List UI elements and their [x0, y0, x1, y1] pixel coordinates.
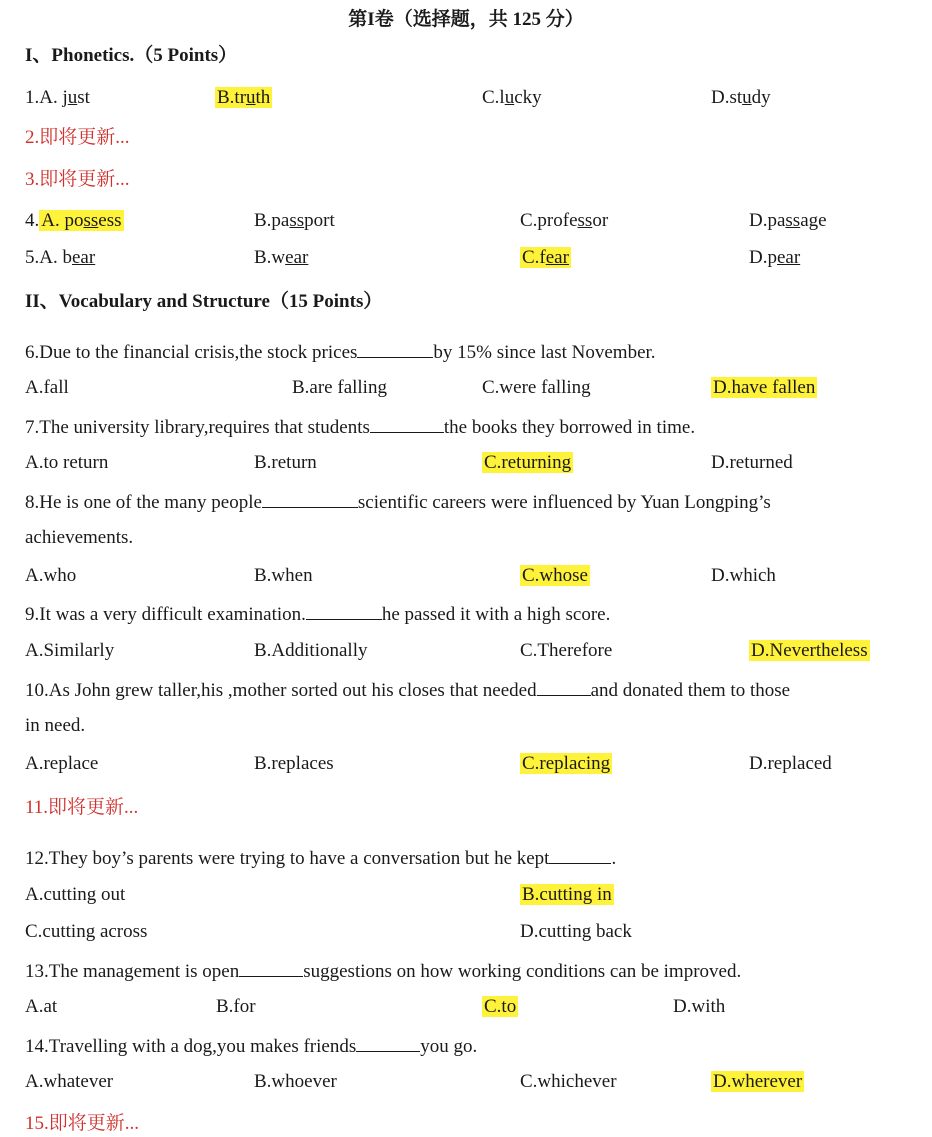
q12-blank — [549, 845, 611, 864]
q10-stem-cont: in need. — [25, 715, 86, 736]
q3-placeholder: 3.即将更新... — [25, 169, 130, 190]
q13-option-c: C.to — [484, 996, 517, 1017]
q7-option-c: C.returning — [484, 452, 572, 473]
q14-option-d: D.wherever — [713, 1071, 803, 1092]
q12-option-d: D.cutting back — [520, 921, 632, 942]
q12-option-c: C.cutting across — [25, 921, 148, 942]
q9-option-a: A.Similarly — [25, 640, 115, 661]
q6-option-b: B.are falling — [292, 377, 387, 398]
q14-option-b: B.whoever — [254, 1071, 337, 1092]
section-phonetics-heading: I、Phonetics.（5 Points） — [25, 45, 238, 66]
q14-stem: 14.Travelling with a dog,you makes friends you go. — [25, 1033, 477, 1059]
q7-option-d: D.returned — [711, 452, 793, 473]
q13-option-d: D.with — [673, 996, 726, 1017]
q12-stem: 12.They boy’s parents were trying to have a conversation but he kept . — [25, 845, 616, 871]
q9-stem: 9.It was a very difficult examination. he passed it with a high score. — [25, 601, 610, 627]
q8-option-b: B.when — [254, 565, 313, 586]
q6-stem: 6.Due to the financial crisis,the stock prices by 15% since last November. — [25, 339, 656, 365]
q14-option-a: A.whatever — [25, 1071, 114, 1092]
q6-option-d: D.have fallen — [713, 377, 816, 398]
q12-option-b: B.cutting in — [522, 884, 612, 905]
q10-blank — [537, 677, 591, 696]
q9-option-c: C.Therefore — [520, 640, 613, 661]
q12-option-a: A.cutting out — [25, 884, 126, 905]
q9-blank — [306, 601, 382, 620]
q13-option-b: B.for — [216, 996, 256, 1017]
q9-option-b: B.Additionally — [254, 640, 368, 661]
q8-option-d: D.which — [711, 565, 776, 586]
q10-option-c: C.replacing — [522, 753, 611, 774]
q8-option-c: C.whose — [522, 565, 588, 586]
q11-placeholder: 11.即将更新... — [25, 797, 139, 818]
q8-blank — [262, 489, 358, 508]
q4-option-c: C.professor — [520, 210, 609, 231]
q10-option-d: D.replaced — [749, 753, 832, 774]
q15-placeholder: 15.即将更新... — [25, 1113, 140, 1134]
q5-option-b: B.wear — [254, 247, 309, 268]
q9-option-d: D.Nevertheless — [751, 640, 868, 661]
q2-placeholder: 2.即将更新... — [25, 127, 130, 148]
q1-option-d: D.study — [711, 87, 771, 108]
q8-stem-cont: achievements. — [25, 527, 134, 548]
q10-stem: 10.As John grew taller,his ,mother sorted out his closes that needed and donated them to those — [25, 677, 790, 703]
q4-option-a: 4. A. possess — [25, 210, 122, 231]
q5-option-a: 5.A. bear — [25, 247, 96, 268]
q5-option-d: D.pear — [749, 247, 801, 268]
q10-option-a: A.replace — [25, 753, 99, 774]
q7-stem: 7.The university library,requires that students the books they borrowed in time. — [25, 414, 695, 440]
q4-option-d: D.passage — [749, 210, 827, 231]
q6-option-c: C.were falling — [482, 377, 591, 398]
q14-blank — [356, 1033, 420, 1052]
section-vocab-heading: II、Vocabulary and Structure（15 Points） — [25, 291, 383, 312]
q5-option-c: C.fear — [522, 247, 569, 268]
q1-option-a: 1.A. just — [25, 87, 90, 108]
q7-blank — [370, 414, 444, 433]
q6-option-a: A.fall — [25, 377, 69, 398]
q6-blank — [357, 339, 433, 358]
q1-option-b: B.truth — [217, 87, 271, 108]
q14-option-c: C.whichever — [520, 1071, 617, 1092]
q13-blank — [239, 958, 303, 977]
q4-option-b: B.passport — [254, 210, 335, 231]
page-title: 第I卷（选择题，共 125 分） — [348, 9, 584, 30]
q1-option-c: C.lucky — [482, 87, 542, 108]
q7-option-b: B.return — [254, 452, 317, 473]
q8-option-a: A.who — [25, 565, 77, 586]
q10-option-b: B.replaces — [254, 753, 334, 774]
q8-stem: 8.He is one of the many people scientific careers were influenced by Yuan Longping’s — [25, 489, 771, 515]
q13-option-a: A.at — [25, 996, 58, 1017]
q7-option-a: A.to return — [25, 452, 109, 473]
q13-stem: 13.The management is open suggestions on how working conditions can be improved. — [25, 958, 741, 984]
